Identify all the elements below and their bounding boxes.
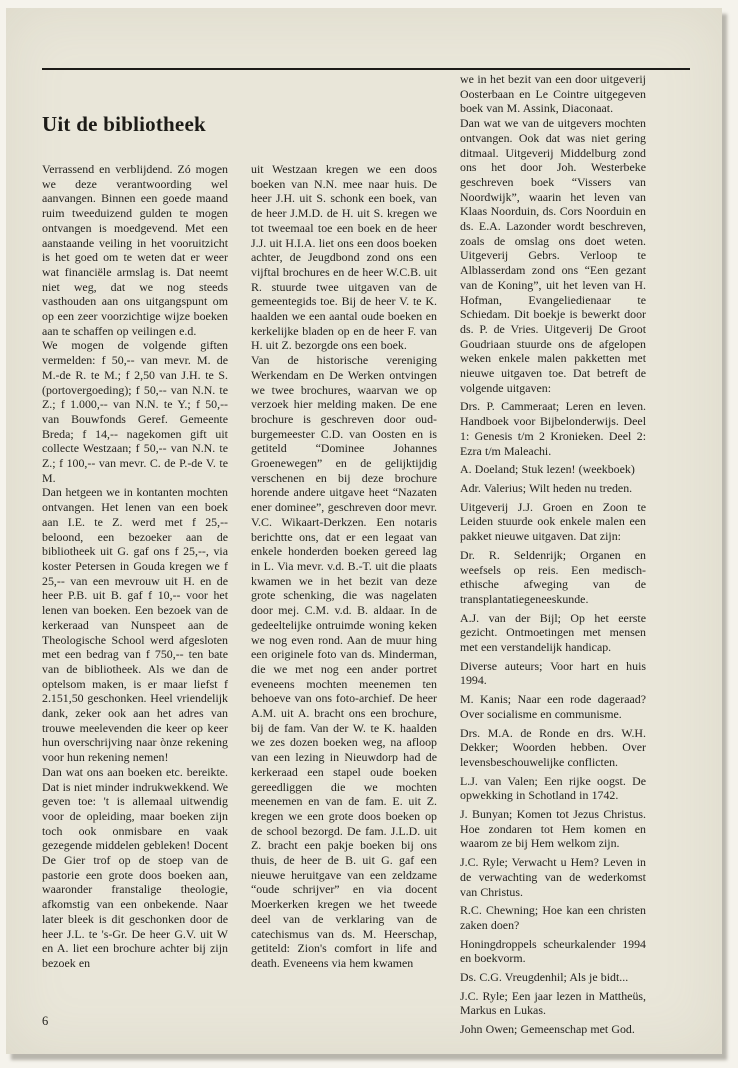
book-list-entry: John Owen; Gemeenschap met God.: [460, 1022, 635, 1037]
paragraph: We mogen de volgende giften vermelden: f 50,-- van mevr. M. de M.-de R. te M.; f 2,50 van J.H. te S. (portovergoeding); f 50,-- van N.N. te Z.; f 1.000,-- van N.N. te Y.; f 50,-- van Bouwfonds Geref. Gemeente Breda; f 14,-- nagekomen gift uit collecte Westzaan; f 50,-- van N.N. te Z.; f 100,-- van mevr. C. de P.-de V. te M.: [42, 338, 228, 485]
paragraph: uit Westzaan kregen we een doos boeken van N.N. mee naar huis. De heer J.H. uit S. schonk een boek, van de heer J.M.D. de H. uit S. kregen we tot tweemaal toe een boek en de heer J.J. uit H.I.A. liet ons een doos boeken achter, de Jeugdbond zond ons een vijftal brochures en de heer W.C.B. uit R. stuurde twee uitgaven van de gemeentegids toe. Bij de heer V. te K. haalden we een aantal oude boeken en kerkelijke bladen op en de heer F. van H. uit Z. bezorgde ons een boek.: [251, 162, 437, 353]
book-list-entry: M. Kanis; Naar een rode dageraad? Over socialisme en communisme.: [460, 692, 646, 721]
page-number: 6: [42, 1014, 49, 1028]
column-2: [251, 72, 437, 1037]
book-list-entry: Dr. R. Seldenrijk; Organen en weefsels op reis. Een medisch-ethische afweging van de transplantatiegeneeskunde.: [460, 547, 646, 606]
book-list-entry: J.C. Ryle; Een jaar lezen in Mattheüs, Markus en Lukas.: [460, 988, 646, 1018]
book-list-entry: Diverse auteurs; Voor hart en huis 1994.: [460, 658, 646, 688]
book-list-entry: Ds. C.G. Vreugdenhil; Als je bidt...: [460, 970, 629, 985]
book-list-entry: A.J. van der Bijl; Op het eerste gezicht. Ontmoetingen met mensen met een verstandelijk handicap.: [460, 610, 646, 655]
document-page: [6, 8, 722, 1054]
column-1: [42, 72, 228, 1037]
paragraph: Dan wat we van de uitgevers mochten ontvangen. Ook dat was niet gering ditmaal. Uitgeverij Middelburg zond ons het door Joh. Westerbeke geschreven boek “Vissers van Noordwijk”, waarin het leven van Klaas Noorduin, ds. Cors Noorduin en ds. E.A. Lazonder wordt beschreven, zoals de omslag ons doet weten. Uitgeverij Gebrs. Verloop te Alblasserdam zond ons “Een gezant van de Koning”, uit het leven van H. Hofman, Evangeliedienaar te Schiedam. Dit boekje is bewerkt door ds. P. de Vries. Uitgeverij De Groot Goudriaan stuurde ons de afgelopen weken enkele malen pakketten met nieuwe uitgaven toe. Dat betreft de volgende uitgaven:: [460, 116, 646, 395]
column-3: [460, 72, 646, 1037]
paragraph: Van de historische vereniging Werkendam en De Werken ontvingen we twee brochures, waarvan we op verzoek hier melding maken. De ene brochure is geschreven door oud-burgemeester C.D. van Oosten en is getiteld “Dominee Johannes Groenewegen” en de gelijktijdig verschenen en bij deze brochure horende andere uitgave heet “Nazaten ener dominee”, geschreven door mevr. V.C. Wikaart-Derkzen. Een notaris berichtte ons, dat er een legaat van enkele honderden boeken gereed lag in L. Via mevr. v.d. B.-T. uit die plaats kwamen we in het bezit van deze grote schenking, die was nagelaten door mej. C.M. v.d. B. aldaar. In de gedeeltelijke ontruimde woning keken we nog even rond. Aan de muur hing een originele foto van ds. Minderman, die we met nog een ander portret eveneens mochten meenemen ten behoeve van ons foto-archief. De heer A.M. uit A. bracht ons een brochure, bij de fam. Van der W. te K. haalden we zes dozen boeken weg, na afloop van een lezing in Nieuwdorp had de kerkeraad een stapel oude boeken gereedliggen die we mochten meenemen en van de fam. E. uit Z. kregen we een grote doos boeken op de school bezorgd. De fam. J.L.D. uit Z. bracht een pakje boeken bij ons thuis, de heer de B. uit G. gaf een nieuwe heruitgave van een zeldzame “oude schrijver” en via docent Moerkerken kregen we het tweede deel van de verklaring van de catechismus van ds. M. Heerschap, getiteld: Zion's comfort in life and death. Eveneens via hem kwamen: [251, 353, 437, 970]
book-list-entry: Uitgeverij J.J. Groen en Zoon te Leiden stuurde ook enkele malen een pakket nieuwe uitgaven. Dat zijn:: [460, 499, 646, 544]
paragraph: Dan hetgeen we in kontanten mochten ontvangen. Het lenen van een boek aan I.E. te Z. werd met f 25,-- beloond, een bezoeker aan de bibliotheek uit G. gaf ons f 25,--, via koster Petersen in Gouda kregen we f 25,-- van een mevrouw uit H. en de heer P.B. uit B. gaf f 10,-- voor het lenen van boeken. Een bezoek van de kerkeraad van Nunspeet aan de Theologische School werd afgesloten met een bedrag van f 750,-- ten bate van de bibliotheek. Als we dan de optelsom maken, is er maar liefst f 2.151,50 geschonken. Heel vriendelijk dank, zeker ook aan het adres van trouwe meelevenden die keer op keer hun overschrijving naar ònze rekening voor hun rekening nemen!: [42, 485, 228, 765]
book-list-entry: Drs. P. Cammeraat; Leren en leven. Handboek voor Bijbelonderwijs. Deel 1: Genesis t/m 2 Kronieken. Deel 2: Ezra t/m Maleachi.: [460, 399, 646, 458]
book-list-entry: R.C. Chewning; Hoe kan een christen zaken doen?: [460, 903, 646, 932]
book-list-entry: Honingdroppels scheurkalender 1994 en boekvorm.: [460, 936, 646, 966]
paragraph: we in het bezit van een door uitgeverij Oosterbaan en Le Cointre uitgegeven boek van M. Assink, Diaconaat.: [460, 72, 646, 116]
book-list-entry: Drs. M.A. de Ronde en drs. W.H. Dekker; Woorden hebben. Over levensbeschouwelijke conflicten.: [460, 725, 646, 769]
book-list-entry: A. Doeland; Stuk lezen! (weekboek): [460, 462, 635, 477]
book-list-entry: J. Bunyan; Komen tot Jezus Christus. Hoe zondaren tot Hem komen en waarom ze bij Hem welkom zijn.: [460, 807, 646, 851]
article-title: Uit de bibliotheek: [42, 112, 206, 136]
book-list-entry: Adr. Valerius; Wilt heden nu treden.: [460, 480, 633, 495]
top-rule: [42, 68, 690, 70]
book-list-entry: J.C. Ryle; Verwacht u Hem? Leven in de verwachting van de wederkomst van Christus.: [460, 855, 646, 899]
article-columns: [42, 72, 646, 1037]
book-list-entry: L.J. van Valen; Een rijke oogst. De opwekking in Schotland in 1742.: [460, 773, 646, 803]
paragraph: Dan wat ons aan boeken etc. bereikte. Dat is niet minder indrukwekkend. We geven toe: 't is allemaal uitwendig voor de opleiding, maar boeken zijn toch ook onmisbare en vaak gezegende middelen gebleken! Docent De Gier trof op de stoep van de pastorie een grote doos boeken aan, waaronder franstalige theologie, afkomstig van een onbekende. Naar later bleek is dit geschonken door de heer J.L. te 's-Gr. De heer G.V. uit W en A. liet een brochure achter bij zijn bezoek en: [42, 764, 228, 970]
paragraph: Verrassend en verblijdend. Zó mogen we deze verantwoording wel aanvangen. Binnen een goede maand ruim tweeduizend gulden te mogen ontvangen is moedgevend. Met een aanstaande veiling in het vooruitzicht is het goed om te weten dat er weer wat financiële armslag is. Dat neemt niet weg, dat we nog steeds vasthouden aan ons uitgangspunt om op een zeer voorzichtige wijze boeken aan te schaffen op veilingen e.d.: [42, 162, 228, 338]
